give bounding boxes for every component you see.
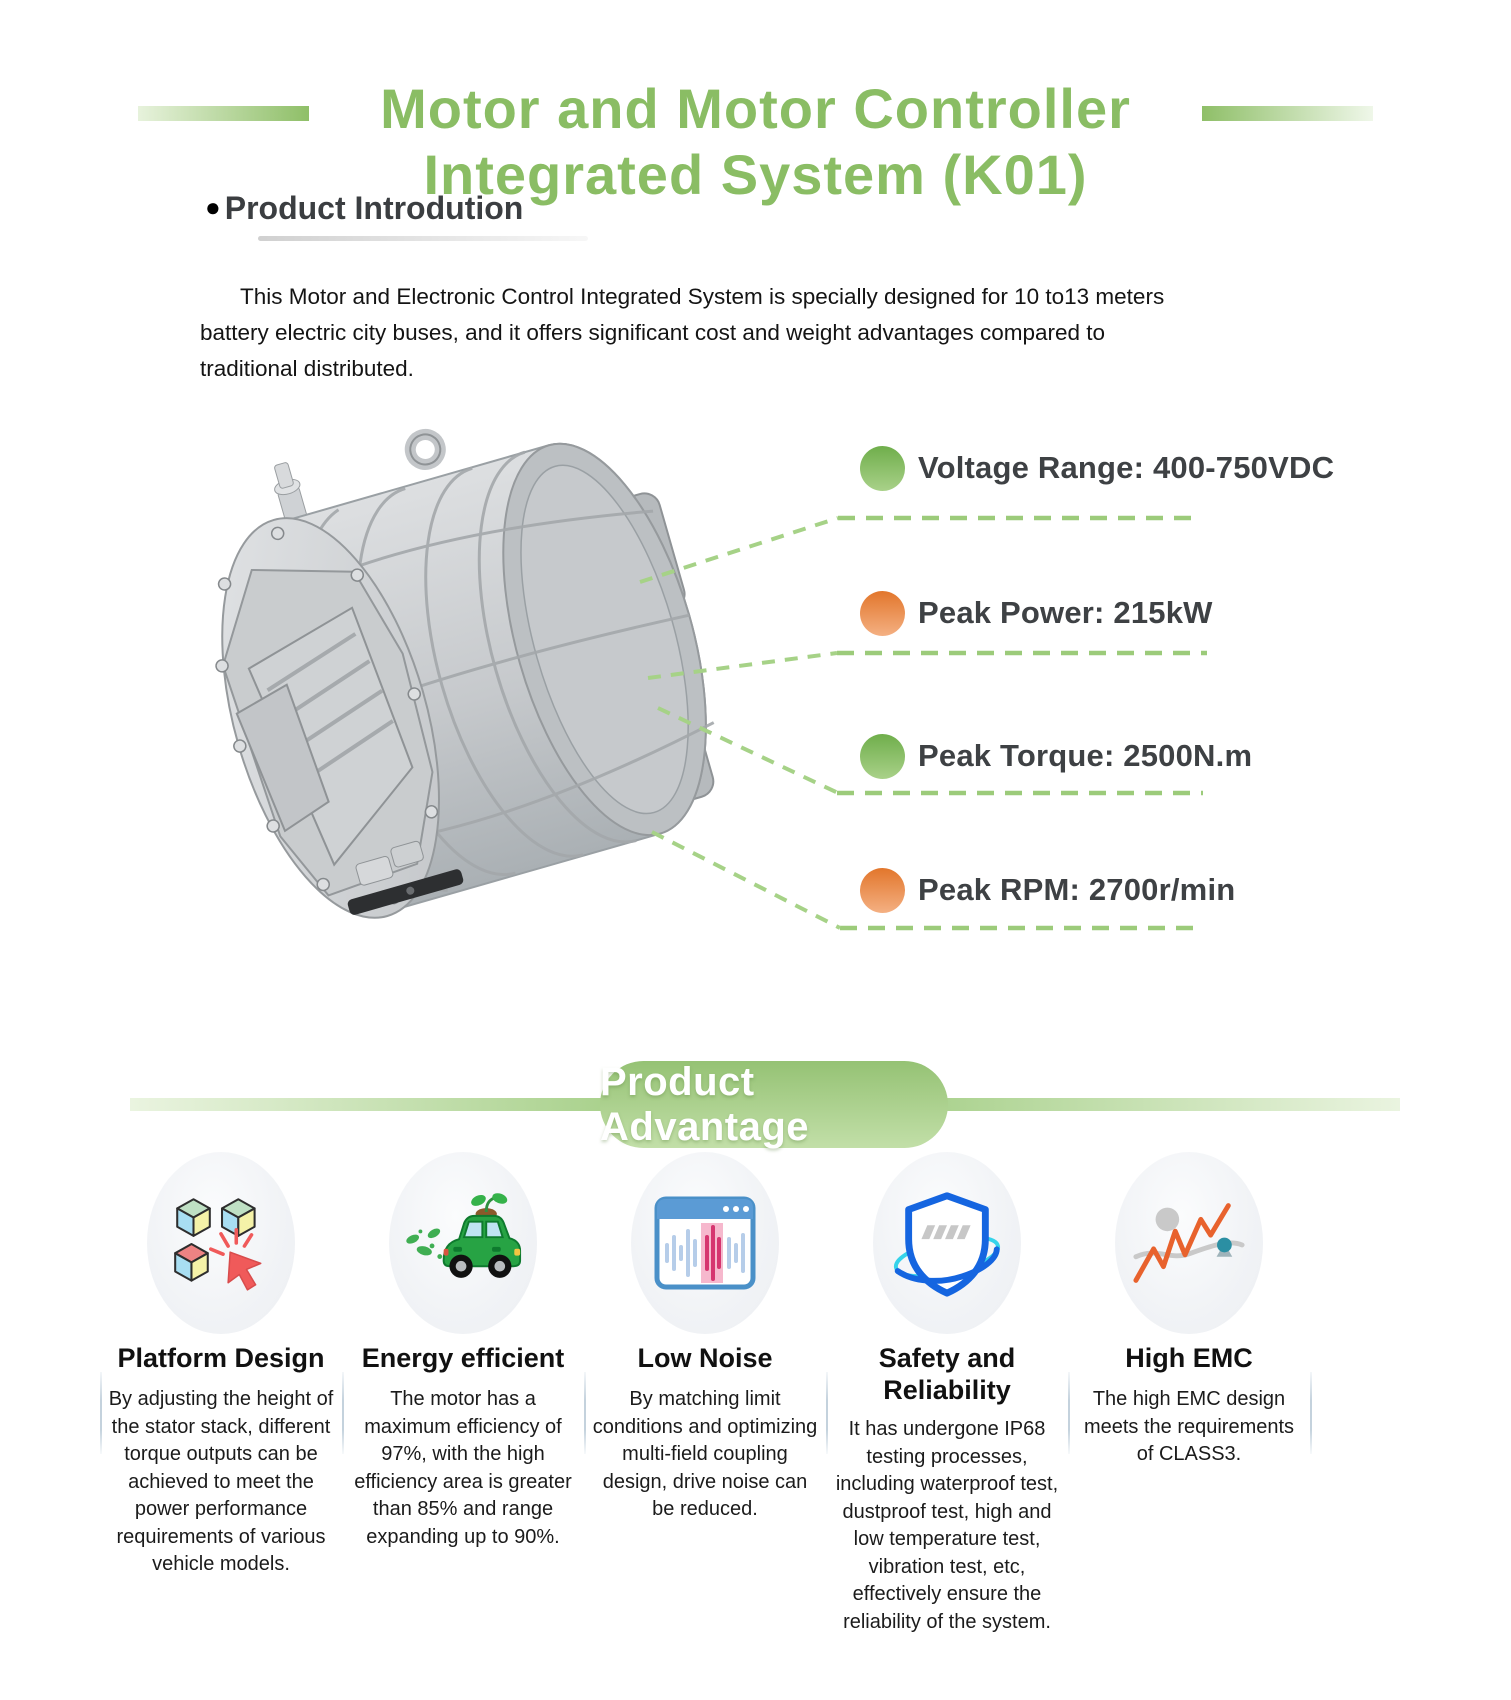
advantage-text: By adjusting the height of the stator stack, different torque outputs can be achieved to meet the power performance requirements of various vehicle models. xyxy=(108,1388,334,1575)
spec-label-peak-rpm: Peak RPM: 2700r/min xyxy=(918,872,1236,907)
advantage-text: The motor has a maximum efficiency of 97%, with the high efficiency area is greater than 85% and range expanding up to 90%. xyxy=(354,1388,572,1548)
spec-label-peak-power: Peak Power: 215kW xyxy=(918,595,1213,630)
advantage-card-energy-efficient xyxy=(342,1148,584,1636)
intro-paragraph: This Motor and Electronic Control Integrated System is specially designed for 10 to13 meters battery electric city buses, and it offers significant cost and weight advantages compared to traditional distributed. xyxy=(200,283,1165,381)
intro-heading-label: Product Introdution xyxy=(224,190,524,226)
advantage-text: The high EMC design meets the requirements of CLASS3. xyxy=(1083,1388,1295,1465)
page-title-line2: Integrated System (K01) xyxy=(423,142,1088,206)
spec-row-voltage xyxy=(860,445,1334,491)
green-car-icon xyxy=(403,1191,523,1295)
advantage-banner-label: Product Advantage xyxy=(600,1059,809,1149)
advantage-title: Platform Design xyxy=(117,1343,325,1373)
page-title-line1: Motor and Motor Controller xyxy=(380,76,1131,140)
waveform-window-icon xyxy=(652,1193,758,1293)
advantage-columns xyxy=(100,1148,1411,1636)
spec-label-voltage: Voltage Range: 400-750VDC xyxy=(918,450,1335,485)
advantage-title: High EMC xyxy=(1125,1343,1253,1373)
advantage-card-safety-reliability xyxy=(826,1148,1068,1636)
spec-row-peak-power xyxy=(860,590,1213,636)
green-dot-icon xyxy=(860,446,905,491)
advantage-text: It has undergone IP68 testing processes, including waterproof test, dustproof test, high and low temperature test, vibration test, etc, effectively ensure the reliability of the system. xyxy=(835,1418,1059,1633)
orange-dot-icon xyxy=(860,591,905,636)
cubes-cursor-icon xyxy=(165,1187,277,1299)
spec-connector-lines xyxy=(600,440,1220,1000)
spec-row-peak-torque xyxy=(860,733,1252,779)
advantage-title: Safety and Reliability xyxy=(878,1343,1016,1405)
advantage-banner-pill xyxy=(600,1061,948,1148)
icon-oval-background xyxy=(631,1152,779,1334)
advantage-title: Energy efficient xyxy=(361,1343,565,1373)
shield-orbit-icon xyxy=(888,1184,1006,1302)
spec-label-peak-torque: Peak Torque: 2500N.m xyxy=(918,738,1253,773)
intro-heading xyxy=(205,190,523,227)
page-title xyxy=(0,76,1511,208)
icon-oval-background xyxy=(389,1152,537,1334)
intro-underline xyxy=(258,236,588,241)
line-chart-icon xyxy=(1130,1193,1248,1293)
bullet-dot-icon: ● xyxy=(205,192,221,222)
advantage-card-low-noise xyxy=(584,1148,826,1636)
green-dot-icon xyxy=(860,734,905,779)
spec-row-peak-rpm xyxy=(860,867,1235,913)
advantage-text: By matching limit conditions and optimizing multi-field coupling design, drive noise can be reduced. xyxy=(592,1388,818,1520)
icon-oval-background xyxy=(147,1152,295,1334)
icon-oval-background xyxy=(873,1152,1021,1334)
advantage-card-high-emc xyxy=(1068,1148,1310,1636)
orange-dot-icon xyxy=(860,868,905,913)
advantage-card-platform-design xyxy=(100,1148,342,1636)
icon-oval-background xyxy=(1115,1152,1263,1334)
advantage-title: Low Noise xyxy=(637,1343,773,1373)
